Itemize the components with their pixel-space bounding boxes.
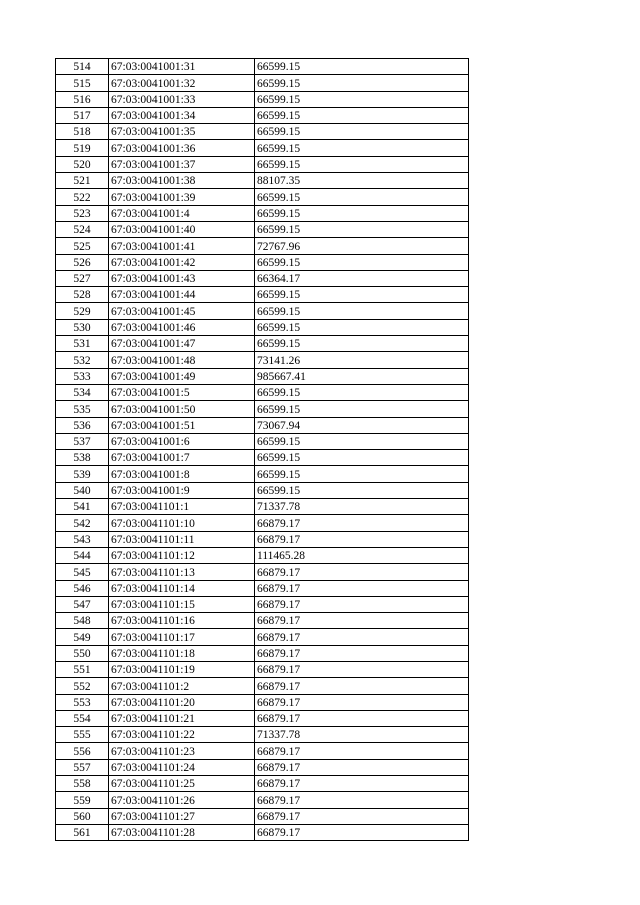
cadastral-value-cell: 66879.17 [255,629,469,645]
cadastral-value-cell: 66599.15 [255,303,469,319]
table-row [56,808,469,824]
row-number-cell: 550 [56,645,109,661]
row-number-cell: 542 [56,515,109,531]
table-row [56,694,469,710]
table-row [56,433,469,449]
cadastral-number-cell: 67:03:0041001:44 [109,287,255,303]
table-row [56,743,469,759]
cadastral-number-cell: 67:03:0041001:32 [109,75,255,91]
table-row [56,107,469,123]
cadastral-value-cell: 66599.15 [255,75,469,91]
cadastral-number-cell: 67:03:0041101:13 [109,564,255,580]
table-row [56,270,469,286]
row-number-cell: 525 [56,238,109,254]
cadastral-number-cell: 67:03:0041001:33 [109,91,255,107]
row-number-cell: 558 [56,776,109,792]
cadastral-value-cell: 66599.15 [255,205,469,221]
table-row [56,401,469,417]
cadastral-value-cell: 66879.17 [255,645,469,661]
cadastral-number-cell: 67:03:0041101:18 [109,645,255,661]
row-number-cell: 546 [56,580,109,596]
table-row [56,792,469,808]
cadastral-number-cell: 67:03:0041101:20 [109,694,255,710]
cadastral-number-cell: 67:03:0041101:28 [109,824,255,840]
cadastral-value-cell: 111465.28 [255,547,469,563]
cadastral-value-cell: 88107.35 [255,173,469,189]
cadastral-value-cell: 66879.17 [255,564,469,580]
row-number-cell: 538 [56,450,109,466]
cadastral-number-cell: 67:03:0041001:42 [109,254,255,270]
table-row [56,59,469,75]
cadastral-value-cell: 66879.17 [255,792,469,808]
cadastral-number-cell: 67:03:0041101:2 [109,678,255,694]
cadastral-value-cell: 73067.94 [255,417,469,433]
table-row [56,254,469,270]
cadastral-value-cell: 66599.15 [255,319,469,335]
cadastral-value-table [55,58,469,841]
table-row [56,727,469,743]
row-number-cell: 531 [56,336,109,352]
row-number-cell: 560 [56,808,109,824]
cadastral-number-cell: 67:03:0041101:1 [109,499,255,515]
cadastral-number-cell: 67:03:0041001:4 [109,205,255,221]
cadastral-number-cell: 67:03:0041101:15 [109,596,255,612]
cadastral-value-cell: 73141.26 [255,352,469,368]
cadastral-number-cell: 67:03:0041101:12 [109,547,255,563]
table-row [56,319,469,335]
table-row [56,238,469,254]
row-number-cell: 521 [56,173,109,189]
cadastral-number-cell: 67:03:0041001:31 [109,59,255,75]
cadastral-number-cell: 67:03:0041001:50 [109,401,255,417]
table-row [56,596,469,612]
table-row [56,661,469,677]
cadastral-value-cell: 66879.17 [255,808,469,824]
cadastral-value-cell: 66599.15 [255,91,469,107]
table-row [56,564,469,580]
table-row [56,384,469,400]
row-number-cell: 514 [56,59,109,75]
cadastral-value-cell: 66879.17 [255,678,469,694]
cadastral-value-cell: 66599.15 [255,482,469,498]
row-number-cell: 533 [56,368,109,384]
cadastral-number-cell: 67:03:0041101:27 [109,808,255,824]
row-number-cell: 553 [56,694,109,710]
cadastral-number-cell: 67:03:0041101:14 [109,580,255,596]
row-number-cell: 547 [56,596,109,612]
table-row [56,303,469,319]
table-row [56,417,469,433]
cadastral-number-cell: 67:03:0041101:10 [109,515,255,531]
cadastral-value-cell: 66879.17 [255,580,469,596]
cadastral-number-cell: 67:03:0041001:38 [109,173,255,189]
row-number-cell: 561 [56,824,109,840]
row-number-cell: 529 [56,303,109,319]
cadastral-value-cell: 66599.15 [255,287,469,303]
table-row [56,515,469,531]
row-number-cell: 537 [56,433,109,449]
cadastral-value-cell: 66599.15 [255,156,469,172]
row-number-cell: 530 [56,319,109,335]
cadastral-value-cell: 66599.15 [255,433,469,449]
row-number-cell: 527 [56,270,109,286]
table-row [56,499,469,515]
row-number-cell: 516 [56,91,109,107]
table-row [56,124,469,140]
cadastral-value-cell: 66599.15 [255,401,469,417]
row-number-cell: 535 [56,401,109,417]
cadastral-value-cell: 66599.15 [255,466,469,482]
row-number-cell: 524 [56,221,109,237]
table-row [56,759,469,775]
row-number-cell: 519 [56,140,109,156]
cadastral-value-cell: 66599.15 [255,189,469,205]
row-number-cell: 526 [56,254,109,270]
table-row [56,531,469,547]
row-number-cell: 559 [56,792,109,808]
cadastral-value-cell: 71337.78 [255,727,469,743]
table-row [56,156,469,172]
row-number-cell: 541 [56,499,109,515]
table-row [56,824,469,840]
cadastral-value-cell: 66879.17 [255,596,469,612]
cadastral-number-cell: 67:03:0041001:37 [109,156,255,172]
table-row [56,91,469,107]
cadastral-value-cell: 66599.15 [255,336,469,352]
row-number-cell: 536 [56,417,109,433]
cadastral-value-cell: 66879.17 [255,759,469,775]
cadastral-value-cell: 66879.17 [255,515,469,531]
cadastral-number-cell: 67:03:0041001:6 [109,433,255,449]
row-number-cell: 517 [56,107,109,123]
cadastral-value-cell: 66879.17 [255,743,469,759]
row-number-cell: 518 [56,124,109,140]
cadastral-number-cell: 67:03:0041101:16 [109,613,255,629]
table-row [56,547,469,563]
cadastral-number-cell: 67:03:0041001:41 [109,238,255,254]
cadastral-value-cell: 66879.17 [255,776,469,792]
row-number-cell: 528 [56,287,109,303]
table-row [56,205,469,221]
table-row [56,140,469,156]
row-number-cell: 520 [56,156,109,172]
table-row [56,450,469,466]
cadastral-value-cell: 66599.15 [255,254,469,270]
cadastral-number-cell: 67:03:0041001:40 [109,221,255,237]
cadastral-number-cell: 67:03:0041001:35 [109,124,255,140]
cadastral-number-cell: 67:03:0041001:34 [109,107,255,123]
row-number-cell: 523 [56,205,109,221]
cadastral-value-cell: 66364.17 [255,270,469,286]
table-row [56,336,469,352]
row-number-cell: 543 [56,531,109,547]
table-row [56,613,469,629]
cadastral-number-cell: 67:03:0041101:25 [109,776,255,792]
row-number-cell: 556 [56,743,109,759]
row-number-cell: 551 [56,661,109,677]
cadastral-value-cell: 66879.17 [255,694,469,710]
cadastral-number-cell: 67:03:0041101:24 [109,759,255,775]
cadastral-number-cell: 67:03:0041101:21 [109,710,255,726]
cadastral-value-cell: 66599.15 [255,124,469,140]
cadastral-value-cell: 72767.96 [255,238,469,254]
table-row [56,710,469,726]
table-body [56,59,469,841]
table-row [56,368,469,384]
row-number-cell: 549 [56,629,109,645]
cadastral-value-cell: 66599.15 [255,221,469,237]
table-row [56,173,469,189]
cadastral-value-cell: 66879.17 [255,710,469,726]
table-row [56,287,469,303]
row-number-cell: 540 [56,482,109,498]
cadastral-number-cell: 67:03:0041101:23 [109,743,255,759]
cadastral-value-cell: 66599.15 [255,450,469,466]
row-number-cell: 545 [56,564,109,580]
cadastral-number-cell: 67:03:0041001:49 [109,368,255,384]
cadastral-number-cell: 67:03:0041001:36 [109,140,255,156]
table-row [56,629,469,645]
cadastral-number-cell: 67:03:0041101:17 [109,629,255,645]
cadastral-value-cell: 66599.15 [255,59,469,75]
table-row [56,466,469,482]
cadastral-number-cell: 67:03:0041001:8 [109,466,255,482]
table-row [56,221,469,237]
table-row [56,352,469,368]
table-row [56,776,469,792]
row-number-cell: 532 [56,352,109,368]
cadastral-number-cell: 67:03:0041001:46 [109,319,255,335]
cadastral-number-cell: 67:03:0041101:22 [109,727,255,743]
table-row [56,580,469,596]
cadastral-number-cell: 67:03:0041101:11 [109,531,255,547]
cadastral-number-cell: 67:03:0041001:5 [109,384,255,400]
row-number-cell: 539 [56,466,109,482]
row-number-cell: 522 [56,189,109,205]
row-number-cell: 557 [56,759,109,775]
row-number-cell: 552 [56,678,109,694]
cadastral-value-cell: 66879.17 [255,531,469,547]
cadastral-value-cell: 66879.17 [255,824,469,840]
cadastral-value-cell: 66879.17 [255,613,469,629]
row-number-cell: 554 [56,710,109,726]
cadastral-value-cell: 66879.17 [255,661,469,677]
cadastral-number-cell: 67:03:0041001:45 [109,303,255,319]
table-row [56,645,469,661]
cadastral-number-cell: 67:03:0041001:7 [109,450,255,466]
cadastral-number-cell: 67:03:0041101:19 [109,661,255,677]
cadastral-value-cell: 66599.15 [255,107,469,123]
cadastral-value-cell: 985667.41 [255,368,469,384]
cadastral-number-cell: 67:03:0041001:9 [109,482,255,498]
table-row [56,189,469,205]
table-row [56,482,469,498]
table-row [56,75,469,91]
cadastral-number-cell: 67:03:0041001:48 [109,352,255,368]
cadastral-number-cell: 67:03:0041001:51 [109,417,255,433]
cadastral-value-cell: 66599.15 [255,140,469,156]
row-number-cell: 534 [56,384,109,400]
row-number-cell: 555 [56,727,109,743]
cadastral-number-cell: 67:03:0041001:47 [109,336,255,352]
cadastral-value-cell: 66599.15 [255,384,469,400]
table-row [56,678,469,694]
cadastral-number-cell: 67:03:0041001:43 [109,270,255,286]
row-number-cell: 515 [56,75,109,91]
cadastral-value-cell: 71337.78 [255,499,469,515]
row-number-cell: 544 [56,547,109,563]
row-number-cell: 548 [56,613,109,629]
cadastral-number-cell: 67:03:0041101:26 [109,792,255,808]
cadastral-number-cell: 67:03:0041001:39 [109,189,255,205]
